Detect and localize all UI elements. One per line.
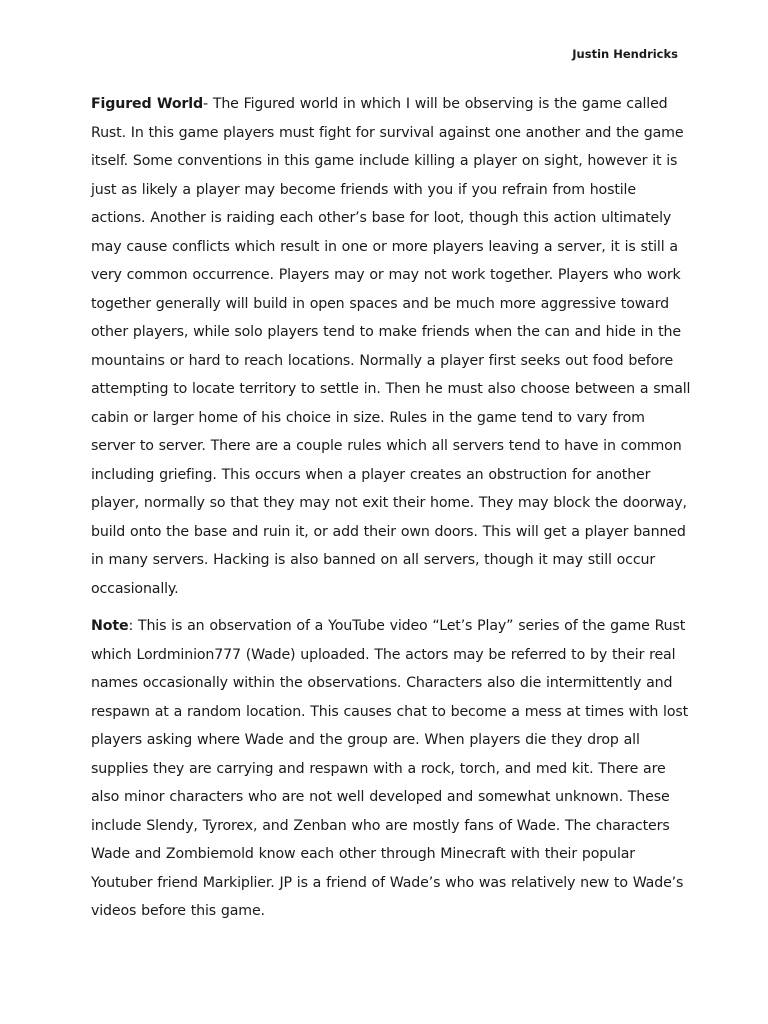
author-name: Justin Hendricks xyxy=(572,47,678,61)
figured-world-text: - The Figured world in which I will be observing is the game called Rust. In this game players must fight for survival against one another and the game itself. Some conventions in this game include killing a player on sight, however it is just as likely a player may become friends with you if you refrain from hostile actions. Another is raiding each other’s base for loot, though this action ultimately may cause conflicts which result in one or more players leaving a server, it is still a very common occurrence. Players may or may not work together. Players who work together generally will build in open spaces and be much more aggressive toward other players, while solo players tend to make friends when the can and hide in the mountains or hard to reach locations. Normally a player first seeks out food before attempting to locate territory to settle in. Then he must also choose between a small cabin or larger home of his choice in size. Rules in the game tend to vary from server to server. There are a couple rules which all servers tend to have in common including griefing. This occurs when a player creates an obstruction for another player, normally so that they may not exit their home. They may block the doorway, build onto the base and ruin it, or add their own doors. This will get a player banned in many servers. Hacking is also banned on all servers, though it may still occur occasionally. xyxy=(91,96,691,597)
note-heading: Note xyxy=(91,618,129,634)
note-text: : This is an observation of a YouTube video “Let’s Play” series of the game Rust which Lordminion777 (Wade) uploaded. The actors may be referred to by their real names occasionally within the observations. Characters also die intermittently and respawn at a random location. This causes chat to become a mess at times with lost players asking where Wade and the group are. When players die they drop all supplies they are carrying and respawn with a rock, torch, and med kit. There are also minor characters who are not well developed and somewhat unknown. These include Slendy, Tyrorex, and Zenban who are mostly fans of Wade. The characters Wade and Zombiemold know each other through Minecraft with their popular Youtuber friend Markiplier. JP is a friend of Wade’s who was relatively new to Wade’s videos before this game. xyxy=(91,618,689,919)
figured-world-paragraph xyxy=(91,90,691,603)
figured-world-heading: Figured World xyxy=(91,96,203,112)
note-paragraph xyxy=(91,612,691,926)
